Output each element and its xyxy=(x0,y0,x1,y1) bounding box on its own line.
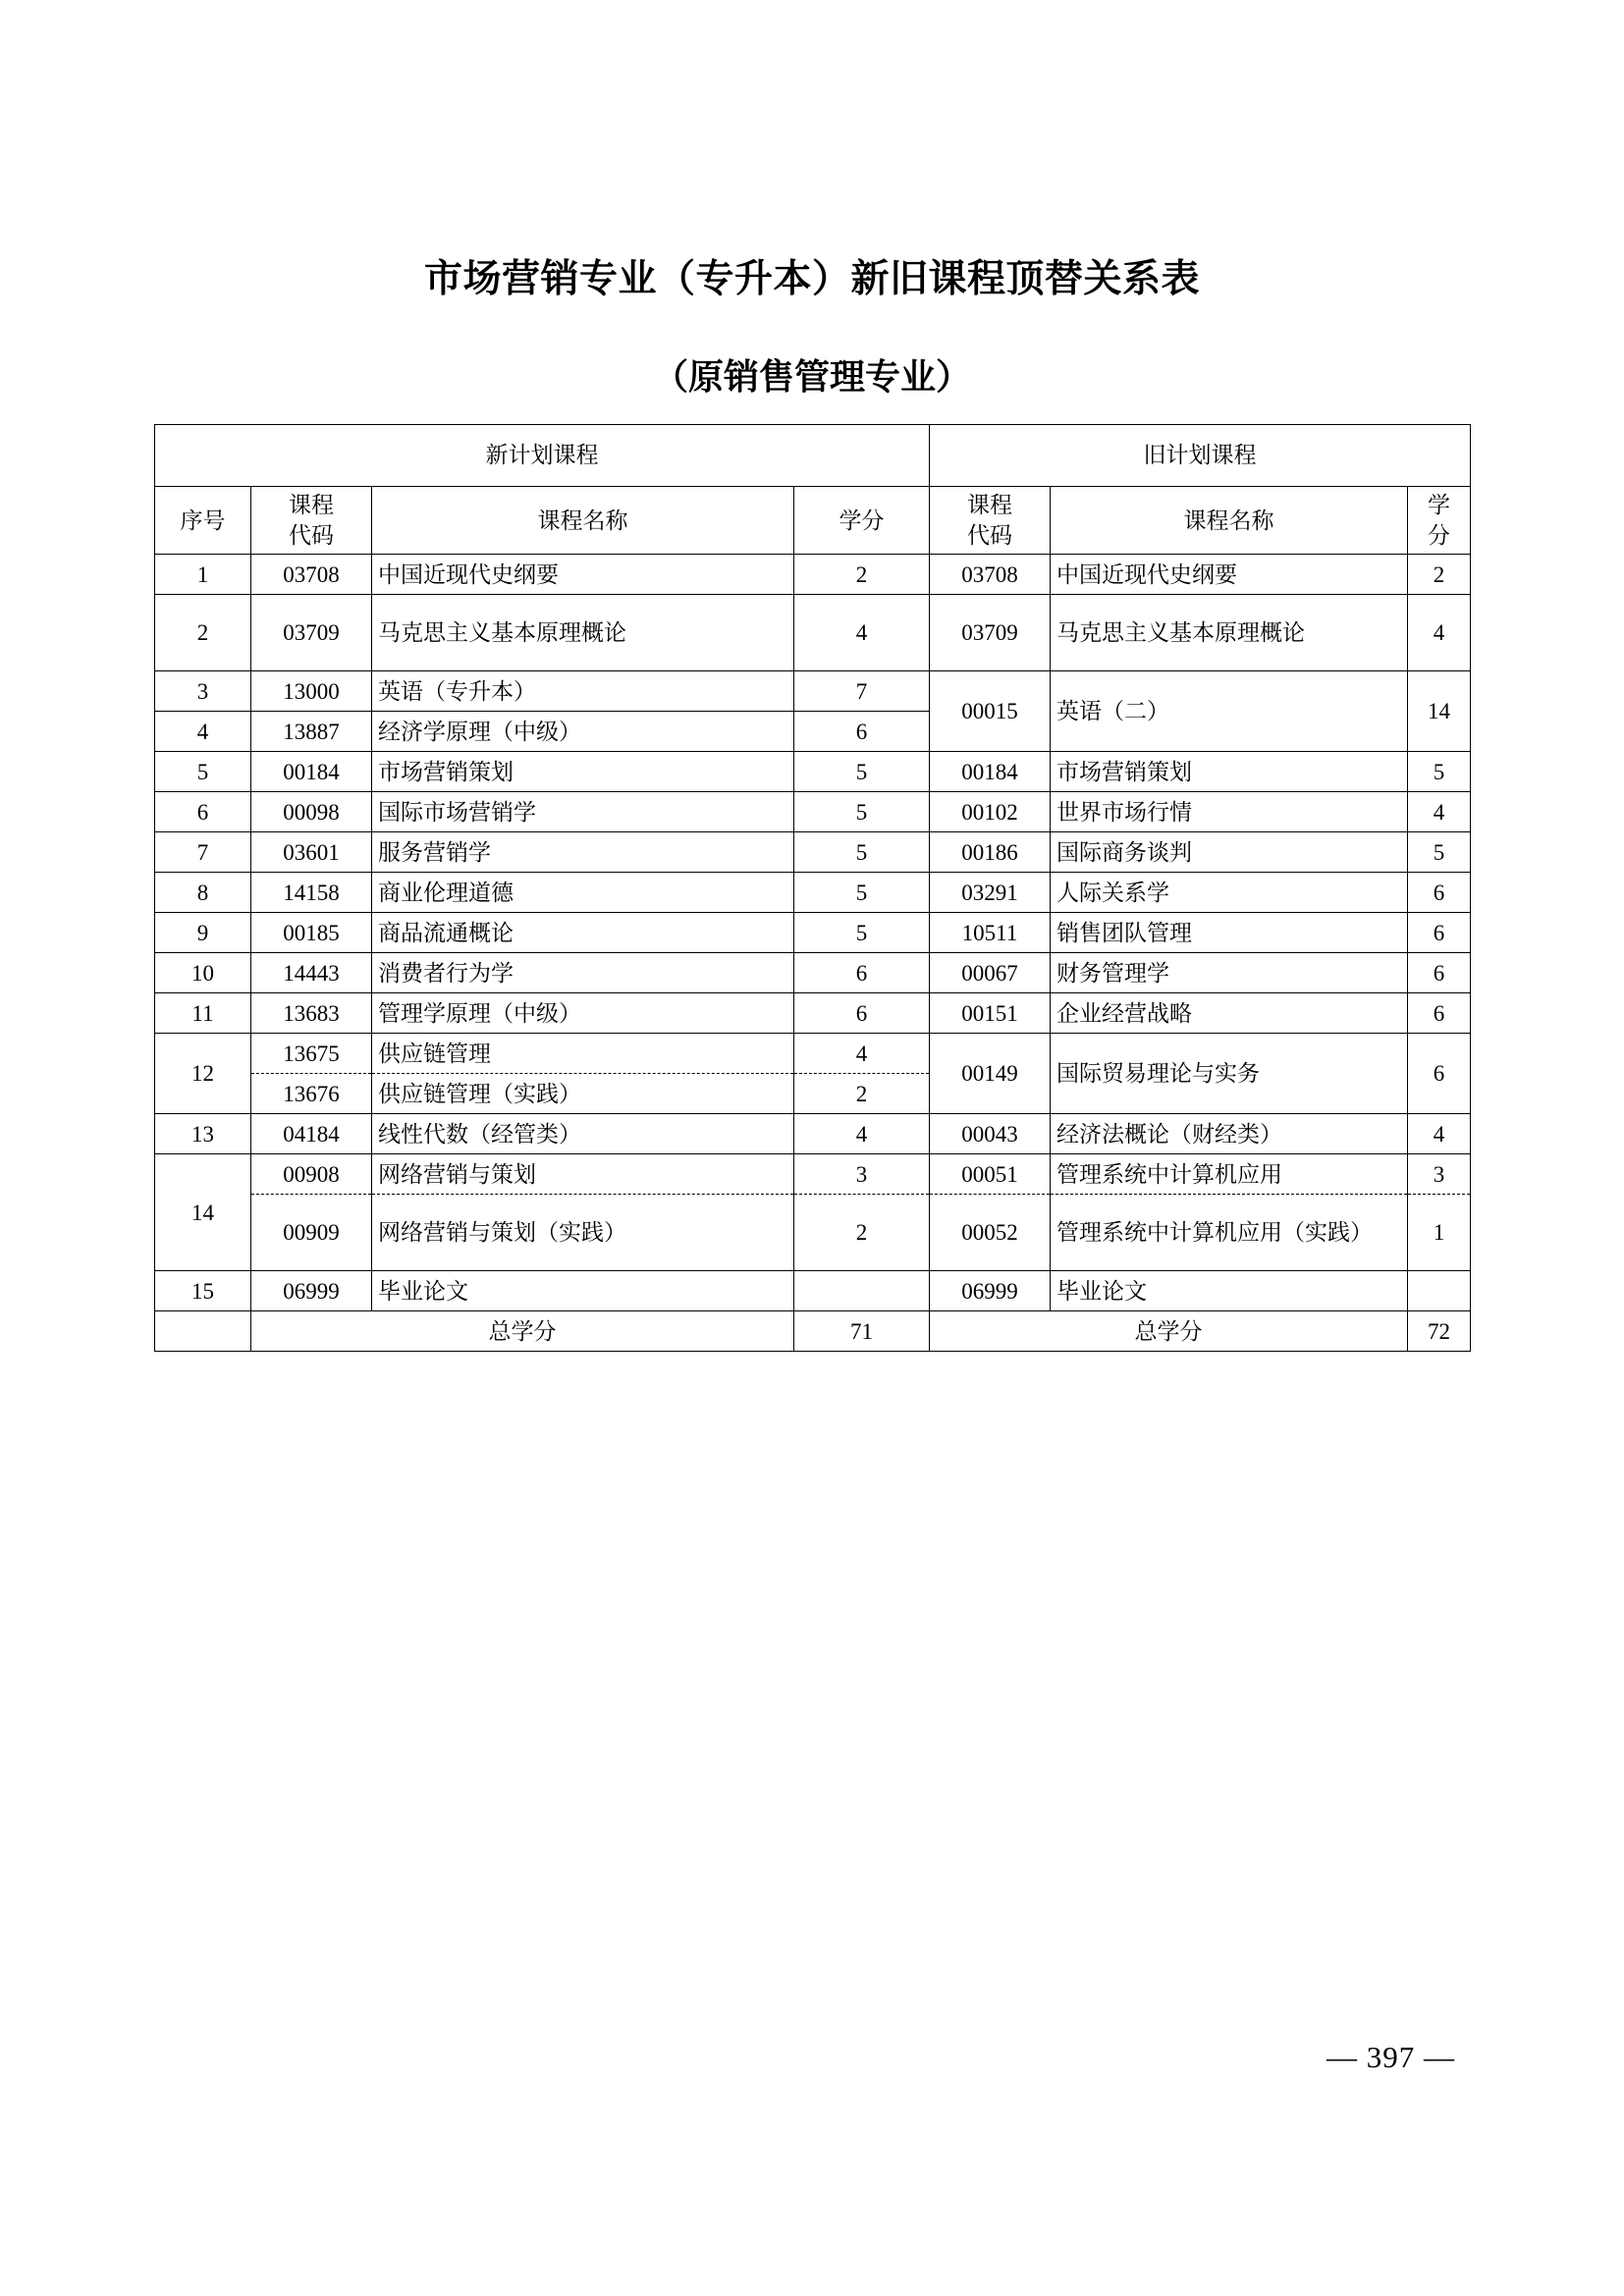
page-title: 市场营销专业（专升本）新旧课程顶替关系表 xyxy=(423,258,1200,300)
cell-seq: 10 xyxy=(155,953,251,993)
page-number: — 397 — xyxy=(1326,2040,1455,2074)
cell-old-name: 国际贸易理论与实务 xyxy=(1051,1034,1408,1114)
cell-new-code: 03601 xyxy=(251,832,372,873)
table-row xyxy=(155,671,1471,712)
cell-old-code: 00184 xyxy=(930,752,1051,792)
cell-new-name: 马克思主义基本原理概论 xyxy=(372,595,794,671)
cell-seq: 13 xyxy=(155,1114,251,1154)
cell-new-code: 00098 xyxy=(251,792,372,832)
table-row xyxy=(155,913,1471,953)
cell-new-name: 毕业论文 xyxy=(372,1271,794,1311)
cell-new-code: 13887 xyxy=(251,712,372,752)
group-header-new-plan: 新计划课程 xyxy=(155,425,930,487)
cell-seq: 11 xyxy=(155,993,251,1034)
cell-new-name: 消费者行为学 xyxy=(372,953,794,993)
total-new-label: 总学分 xyxy=(251,1311,794,1352)
cell-new-credit: 5 xyxy=(794,832,930,873)
column-header-new-code xyxy=(251,487,372,555)
cell-new-name: 线性代数（经管类） xyxy=(372,1114,794,1154)
cell-old-code: 00067 xyxy=(930,953,1051,993)
cell-new-credit: 5 xyxy=(794,913,930,953)
cell-new-code: 04184 xyxy=(251,1114,372,1154)
cell-new-code: 13675 xyxy=(251,1034,372,1074)
cell-new-credit: 6 xyxy=(794,712,930,752)
table-row xyxy=(155,1271,1471,1311)
cell-new-credit: 4 xyxy=(794,1034,930,1074)
cell-old-credit: 4 xyxy=(1408,792,1471,832)
cell-old-credit: 6 xyxy=(1408,873,1471,913)
table-row xyxy=(155,1114,1471,1154)
cell-old-credit: 4 xyxy=(1408,595,1471,671)
cell-new-code: 06999 xyxy=(251,1271,372,1311)
cell-old-credit xyxy=(1408,1271,1471,1311)
cell-old-code: 03709 xyxy=(930,595,1051,671)
table-row xyxy=(155,993,1471,1034)
cell-old-code: 10511 xyxy=(930,913,1051,953)
cell-old-credit: 6 xyxy=(1408,913,1471,953)
cell-new-name: 商业伦理道德 xyxy=(372,873,794,913)
total-old-value: 72 xyxy=(1408,1311,1471,1352)
table-column-header-row xyxy=(155,487,1471,555)
cell-new-code: 00908 xyxy=(251,1154,372,1195)
table-total-row xyxy=(155,1311,1471,1352)
cell-seq: 8 xyxy=(155,873,251,913)
cell-seq: 14 xyxy=(155,1154,251,1271)
column-header-old-code-line1: 课程 xyxy=(967,493,1012,517)
cell-new-credit: 4 xyxy=(794,595,930,671)
cell-new-credit: 2 xyxy=(794,1074,930,1114)
cell-seq: 4 xyxy=(155,712,251,752)
cell-seq: 2 xyxy=(155,595,251,671)
cell-new-name: 商品流通概论 xyxy=(372,913,794,953)
table-row xyxy=(155,1034,1471,1074)
cell-new-credit: 5 xyxy=(794,873,930,913)
column-header-new-credit: 学分 xyxy=(794,487,930,555)
column-header-old-credit-line1: 学 xyxy=(1428,493,1451,517)
cell-old-name: 毕业论文 xyxy=(1051,1271,1408,1311)
cell-old-name: 管理系统中计算机应用 xyxy=(1051,1154,1408,1195)
cell-old-name: 世界市场行情 xyxy=(1051,792,1408,832)
cell-old-credit: 1 xyxy=(1408,1195,1471,1271)
cell-new-name: 供应链管理（实践） xyxy=(372,1074,794,1114)
cell-old-credit: 6 xyxy=(1408,953,1471,993)
table-row xyxy=(155,555,1471,595)
cell-new-name: 网络营销与策划 xyxy=(372,1154,794,1195)
cell-old-credit: 3 xyxy=(1408,1154,1471,1195)
cell-old-code: 00015 xyxy=(930,671,1051,752)
cell-old-code: 00149 xyxy=(930,1034,1051,1114)
table-row xyxy=(155,792,1471,832)
cell-new-credit: 6 xyxy=(794,953,930,993)
cell-old-code: 00043 xyxy=(930,1114,1051,1154)
cell-old-name: 经济法概论（财经类） xyxy=(1051,1114,1408,1154)
cell-old-code: 03291 xyxy=(930,873,1051,913)
table-row xyxy=(155,1154,1471,1195)
cell-old-credit: 5 xyxy=(1408,832,1471,873)
page-subtitle: （原销售管理专业） xyxy=(652,357,971,397)
column-header-old-credit xyxy=(1408,487,1471,555)
cell-new-code: 13000 xyxy=(251,671,372,712)
cell-seq: 6 xyxy=(155,792,251,832)
cell-new-code: 13683 xyxy=(251,993,372,1034)
cell-seq: 1 xyxy=(155,555,251,595)
cell-old-name: 财务管理学 xyxy=(1051,953,1408,993)
cell-new-name: 市场营销策划 xyxy=(372,752,794,792)
cell-seq: 3 xyxy=(155,671,251,712)
cell-new-credit: 5 xyxy=(794,752,930,792)
cell-old-credit: 4 xyxy=(1408,1114,1471,1154)
total-new-value: 71 xyxy=(794,1311,930,1352)
cell-new-name: 供应链管理 xyxy=(372,1034,794,1074)
cell-new-credit: 7 xyxy=(794,671,930,712)
cell-new-credit: 2 xyxy=(794,1195,930,1271)
cell-old-credit: 6 xyxy=(1408,1034,1471,1114)
course-substitution-table xyxy=(154,424,1471,1352)
cell-old-name: 企业经营战略 xyxy=(1051,993,1408,1034)
column-header-new-code-line1: 课程 xyxy=(289,493,334,517)
cell-new-name: 管理学原理（中级） xyxy=(372,993,794,1034)
cell-old-code: 00102 xyxy=(930,792,1051,832)
column-header-seq: 序号 xyxy=(155,487,251,555)
cell-old-code: 00151 xyxy=(930,993,1051,1034)
column-header-new-code-line2: 代码 xyxy=(289,523,334,549)
column-header-old-code-line2: 代码 xyxy=(967,523,1012,549)
cell-old-name: 英语（二） xyxy=(1051,671,1408,752)
cell-old-credit: 6 xyxy=(1408,993,1471,1034)
total-old-label: 总学分 xyxy=(930,1311,1408,1352)
cell-seq: 15 xyxy=(155,1271,251,1311)
cell-seq: 5 xyxy=(155,752,251,792)
cell-old-name: 管理系统中计算机应用（实践） xyxy=(1051,1195,1408,1271)
cell-new-code: 14443 xyxy=(251,953,372,993)
cell-old-credit: 14 xyxy=(1408,671,1471,752)
cell-old-code: 00051 xyxy=(930,1154,1051,1195)
cell-seq: 7 xyxy=(155,832,251,873)
table-row xyxy=(155,832,1471,873)
total-empty-seq xyxy=(155,1311,251,1352)
cell-old-name: 马克思主义基本原理概论 xyxy=(1051,595,1408,671)
cell-new-credit: 2 xyxy=(794,555,930,595)
cell-new-name: 英语（专升本） xyxy=(372,671,794,712)
column-header-old-name: 课程名称 xyxy=(1051,487,1408,555)
cell-new-code: 03708 xyxy=(251,555,372,595)
cell-seq: 9 xyxy=(155,913,251,953)
column-header-old-code xyxy=(930,487,1051,555)
cell-new-name: 网络营销与策划（实践） xyxy=(372,1195,794,1271)
table-row xyxy=(155,595,1471,671)
column-header-old-credit-line2: 分 xyxy=(1428,523,1451,549)
cell-new-code: 00185 xyxy=(251,913,372,953)
cell-old-name: 人际关系学 xyxy=(1051,873,1408,913)
cell-new-code: 03709 xyxy=(251,595,372,671)
cell-old-name: 国际商务谈判 xyxy=(1051,832,1408,873)
cell-old-code: 03708 xyxy=(930,555,1051,595)
cell-new-code: 00909 xyxy=(251,1195,372,1271)
cell-new-name: 国际市场营销学 xyxy=(372,792,794,832)
cell-old-credit: 5 xyxy=(1408,752,1471,792)
cell-new-credit: 4 xyxy=(794,1114,930,1154)
cell-old-name: 销售团队管理 xyxy=(1051,913,1408,953)
cell-new-code: 00184 xyxy=(251,752,372,792)
cell-old-code: 06999 xyxy=(930,1271,1051,1311)
cell-old-code: 00186 xyxy=(930,832,1051,873)
cell-old-name: 中国近现代史纲要 xyxy=(1051,555,1408,595)
table-group-header-row xyxy=(155,425,1471,487)
column-header-new-name: 课程名称 xyxy=(372,487,794,555)
cell-new-credit: 6 xyxy=(794,993,930,1034)
table-row xyxy=(155,953,1471,993)
table-row xyxy=(155,873,1471,913)
cell-old-code: 00052 xyxy=(930,1195,1051,1271)
cell-new-credit: 3 xyxy=(794,1154,930,1195)
cell-new-name: 经济学原理（中级） xyxy=(372,712,794,752)
cell-new-credit xyxy=(794,1271,930,1311)
cell-new-code: 13676 xyxy=(251,1074,372,1114)
cell-old-name: 市场营销策划 xyxy=(1051,752,1408,792)
cell-new-credit: 5 xyxy=(794,792,930,832)
cell-new-code: 14158 xyxy=(251,873,372,913)
cell-old-credit: 2 xyxy=(1408,555,1471,595)
cell-seq: 12 xyxy=(155,1034,251,1114)
table-row xyxy=(155,752,1471,792)
cell-new-name: 服务营销学 xyxy=(372,832,794,873)
group-header-old-plan: 旧计划课程 xyxy=(930,425,1471,487)
table-row xyxy=(155,1195,1471,1271)
cell-new-name: 中国近现代史纲要 xyxy=(372,555,794,595)
